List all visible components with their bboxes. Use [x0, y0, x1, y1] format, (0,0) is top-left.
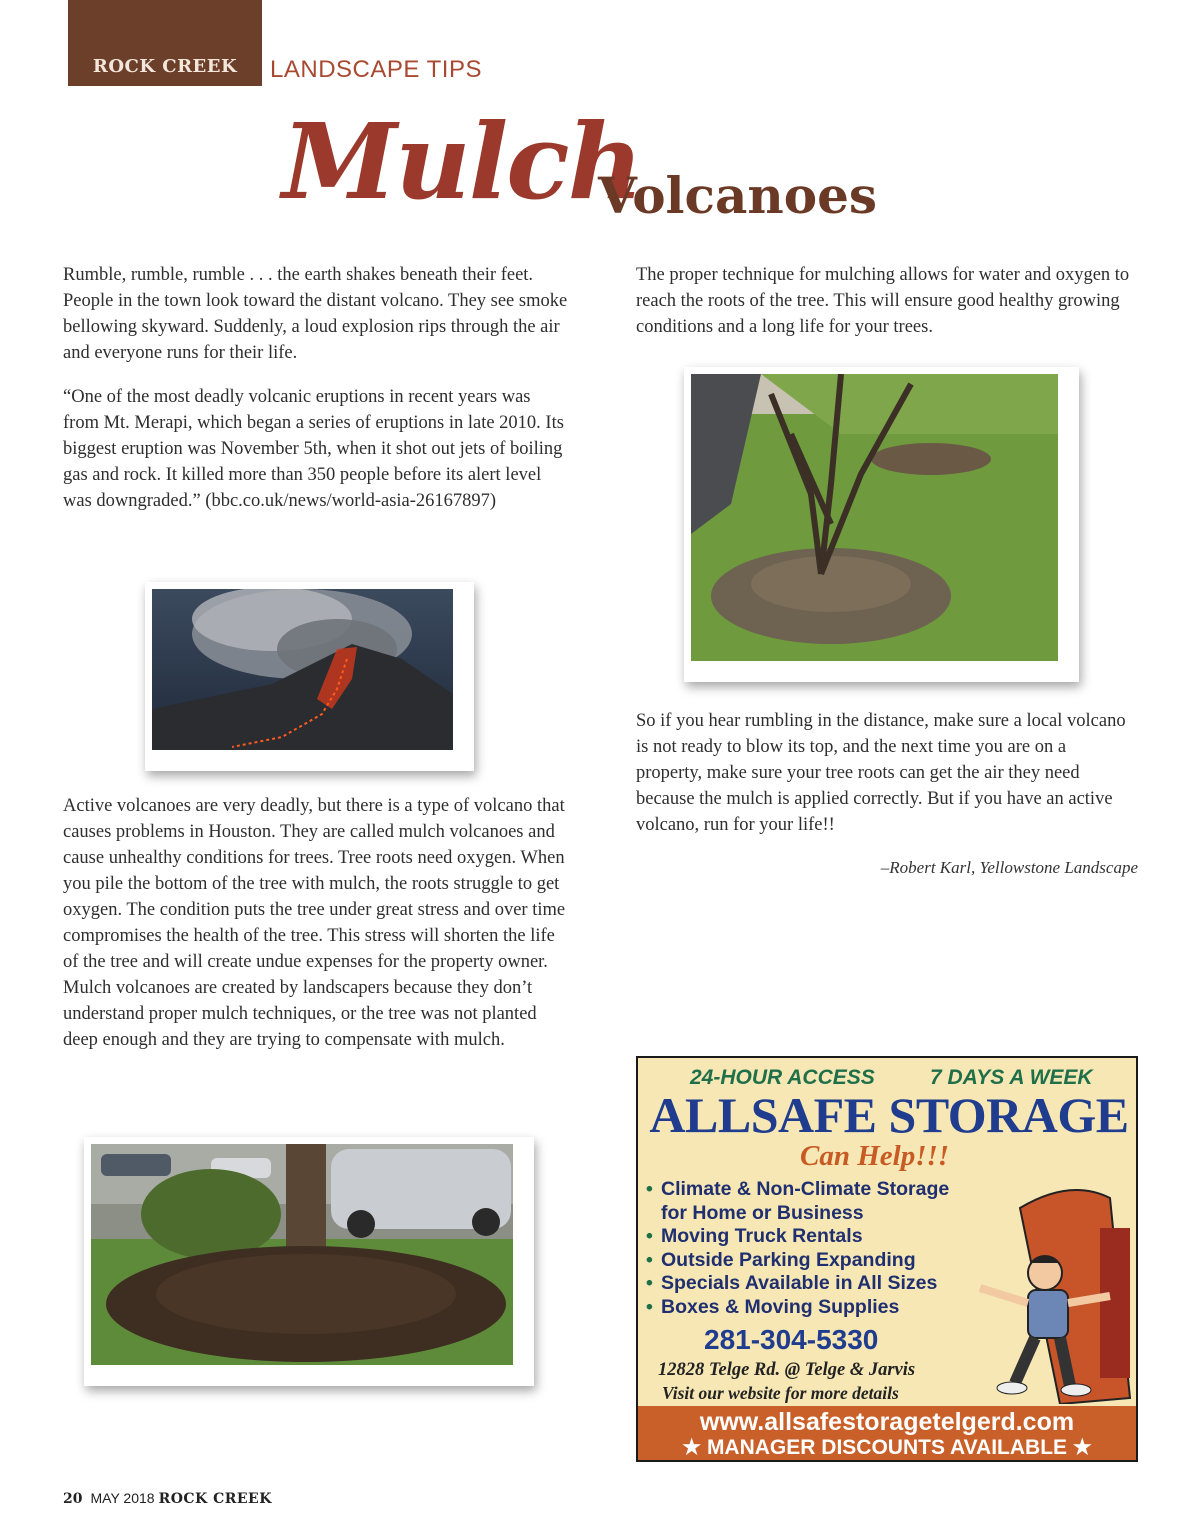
article-paragraph: Active volcanoes are very deadly, but there is a type of volcano that causes problems in Houston. They are called mulch volcanoes and cause unhealthy conditions for trees. Tree roots need oxygen. When you pile the bottom of the tree with mulch, the roots struggle to get oxygen. The condition puts the tree under great stress and over time compromises the health of the tree. This stress will shorten the life of the tree and will create undue expenses for the property owner. Mulch volcanoes are created by landscapers because they don’t understand proper mulch techniques, or the tree was not planted deep enough and they are trying to compensate with mulch.: [63, 796, 566, 1050]
article-paragraph: Rumble, rumble, rumble . . . the earth shakes beneath their feet. People in the town look toward the distant volcano. They see smoke bellowing skyward. Suddenly, a loud explosion rips through the air and everyone runs for their life.: [63, 265, 568, 363]
article-closing-paragraph: So if you hear rumbling in the distance, make sure a local volcano is not ready to blow its top, and the next time you are on a property, make sure your tree roots can get the air they need because the mulch is applied correctly. But if you have an active volcano, run for your life!!: [636, 711, 1126, 835]
section-label: LANDSCAPE TIPS: [270, 56, 482, 83]
ad-address: 12828 Telge Rd. @ Telge & Jarvis: [658, 1360, 916, 1380]
issue-date: MAY 2018: [90, 1490, 155, 1506]
ad-discount-note: ★ MANAGER DISCOUNTS AVAILABLE ★: [682, 1436, 1092, 1459]
volcano-photo: [145, 582, 474, 771]
article-paragraph: The proper technique for mulching allows for water and oxygen to reach the roots of the tree. This will ensure good healthy growing conditions and a long life for your trees.: [636, 265, 1130, 337]
ad-title: ALLSAFE STORAGE: [649, 1087, 1129, 1143]
author-signature: –Robert Karl, Yellowstone Landscape: [880, 858, 1138, 877]
title-script-word: Mulch: [282, 100, 642, 223]
ad-phone: 281-304-5330: [704, 1324, 879, 1355]
ad-visit-note: Visit our website for more details: [662, 1383, 899, 1403]
ad-tagline: Can Help!!!: [800, 1140, 950, 1172]
page-number: 20: [63, 1491, 83, 1507]
ad-feature-item: • Boxes & Moving Supplies: [646, 1296, 951, 1320]
magazine-logo: ROCK CREEK: [92, 56, 238, 77]
ad-hours-right: 7 DAYS A WEEK: [930, 1066, 1093, 1089]
ad-feature-item: • Specials Available in All Sizes: [646, 1272, 951, 1296]
page-footer: [63, 1490, 272, 1507]
footer-magazine-name: ROCK CREEK: [158, 1491, 272, 1507]
title-main-word: Volcanoes: [598, 166, 878, 225]
mulch-volcano-image: [91, 1144, 513, 1365]
ad-website-link[interactable]: www.allsafestoragetelgerd.com: [699, 1408, 1075, 1436]
cartoon-man-icon: [960, 1168, 1136, 1404]
storage-advertisement: [636, 1056, 1138, 1462]
ad-hours-left: 24-HOUR ACCESS: [690, 1066, 875, 1089]
ad-feature-item: • Outside Parking Expanding: [646, 1249, 951, 1273]
mulch-volcano-photo: [84, 1137, 534, 1386]
volcano-image: [152, 589, 453, 750]
ad-feature-list: [646, 1178, 951, 1320]
ad-feature-item: • Climate & Non-Climate Storage for Home or Business: [646, 1178, 951, 1225]
proper-mulch-image: [691, 374, 1058, 661]
ad-feature-item: • Moving Truck Rentals: [646, 1225, 951, 1249]
proper-mulch-photo: [684, 367, 1079, 682]
article-quote-paragraph: “One of the most deadly volcanic eruptions in recent years was from Mt. Merapi, which began a series of eruptions in late 2010. Its biggest eruption was November 5th, when it shot out jets of boiling gas and rock. It killed more than 350 people before its alert level was downgraded.” (bbc.co.uk/news/world-asia-26167897): [63, 387, 564, 511]
